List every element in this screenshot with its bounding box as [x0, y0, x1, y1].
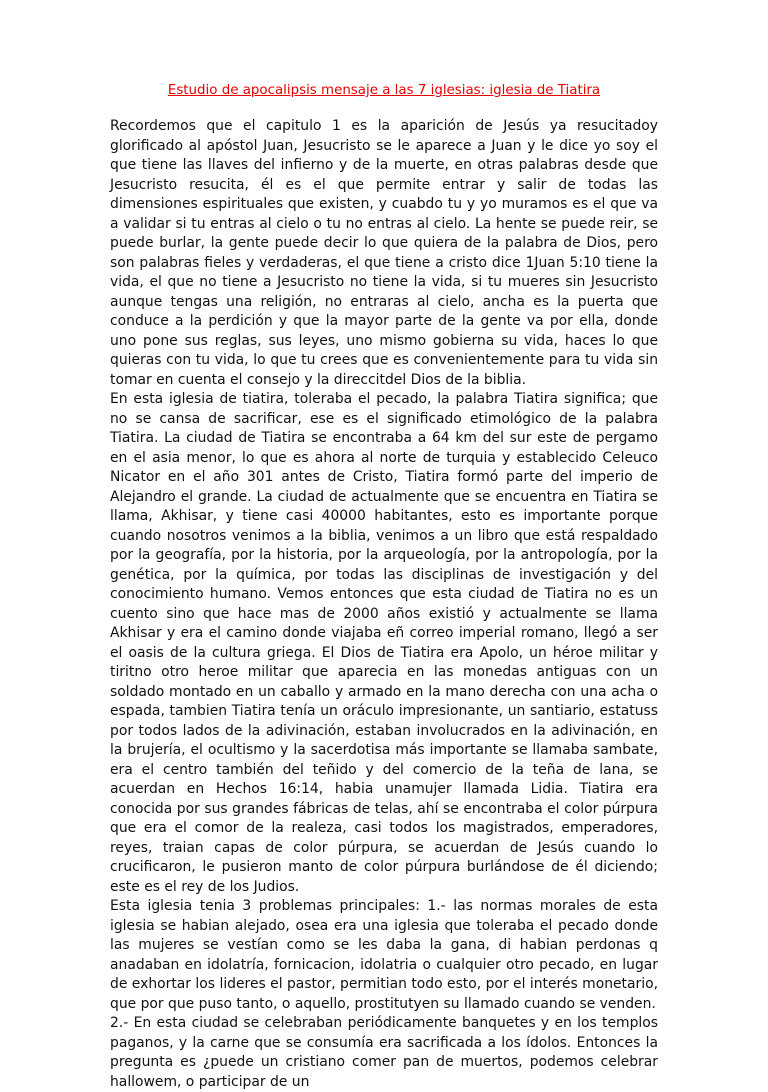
- paragraph-tiatira-history: En esta iglesia de tiatira, toleraba el pecado, la palabra Tiatira significa; que no se cansa de sacrificar, ese es el significado etimológico de la palabra Tiatira. La ciudad de Tiatira se encontraba a 64 km del sur este de pergamo en el asia menor, lo que es ahora al norte de turquia y establecido Celeuco Nicator en el año 301 antes de Cristo, Tiatira formó parte del imperio de Alejandro el grande. La ciudad de actualmente que se encuentra en Tiatira se llama, Akhisar, y tiene casi 40000 habitantes, esto es importante porque cuando nosotros venimos a la biblia, venimos a un libro que está respaldado por la geografía, por la historia, por la arqueología, por la antropología, por la genética, por la química, por todas las disciplinas de investigación y del conocimiento humano. Vemos entonces que esta ciudad de Tiatira no es un cuento sino que hace mas de 2000 años existió y actualmente se llama Akhisar y era el camino donde viajaba eñ correo imperial romano, llegó a ser el oasis de la cultura griega. El Dios de Tiatira era Apolo, un héroe militar y tiritno otro heroe militar que aparecia en las monedas antiguas con un soldado montado en un caballo y armado en la mano derecha con una acha o espada, tambien Tiatira tenía un oráculo impresionante, un santiario, estatuss por todos lados de la adivinación, estaban involucrados en la adivinación, en la brujería, el ocultismo y la sacerdotisa más importante se llamaba sambate, era el centro también del teñido y del comercio de la teña de lana, se acuerdan en Hechos 16:14, habia unamujer llamada Lidia. Tiatira era conocida por sus grandes fábricas de telas, ahí se encontraba el color púrpura que era el comor de la realeza, casi todos los magistrados, emperadores, reyes, traian capas de color púrpura, se acuerdan de Jesús cuando lo crucificaron, le pusieron manto de color púrpura burlándose de él diciendo; este es el rey de los Judios.: [110, 391, 658, 895]
- document-title: Estudio de apocalipsis mensaje a las 7 iglesias: iglesia de Tiatira: [167, 83, 601, 98]
- paragraph-second-problem: 2.- En esta ciudad se celebraban periódicamente banquetes y en los templos paganos, y la carne que se consumía era sacrificada a los ídolos. Entonces la pregunta es ¿puede un cristiano comer pan de muertos, podemos celebrar hallowem, o participar de un: [110, 1015, 658, 1090]
- paragraph-problems: Esta iglesia tenia 3 problemas principales: 1.- las normas morales de esta iglesia se habian alejado, osea era una iglesia que toleraba el pecado donde las mujeres se vestían como se les daba la gana, di habian perdonas q anadaban en idolatría, fornicacion, idolatria o cualquier otro pecado, en lugar de exhortar los lideres el pastor, permitian todo esto, por el interés monetario, que por que puso tanto, o aquello, prostitutyen su llamado cuando se venden.: [110, 898, 658, 1012]
- paragraph-intro: Recordemos que el capitulo 1 es la aparición de Jesús ya resucitadoy glorificado al apóstol Juan, Jesucristo se le aparece a Juan y le dice yo soy el que tiene las llaves del infierno y de la muerte, en otras palabras desde que Jesucristo resucita, él es el que permite entrar y salir de todas las dimensiones espirituales que existen, y cuabdo tu y yo muramos es el que va a validar si tu entras al cielo o tu no entras al cielo. La hente se puede reir, se puede burlar, la gente puede decir lo que quiera de la palabra de Dios, pero son palabras fieles y verdaderas, el que tiene a cristo dice 1Juan 5:10 tiene la vida, el que no tiene a Jesucristo no tiene la vida, si tu mueres sin Jesucristo aunque tengas una religión, no entraras al cielo, ancha es la puerta que conduce a la perdición y que la mayor parte de la gente va por ella, donde uno pone sus reglas, sus leyes, uno mismo gobierna su vida, haces lo que quieras con tu vida, lo que tu crees que es convenientemente para tu vida sin tomar en cuenta el consejo y la direccitdel Dios de la biblia.: [110, 118, 658, 388]
- document-page: [110, 82, 658, 1092]
